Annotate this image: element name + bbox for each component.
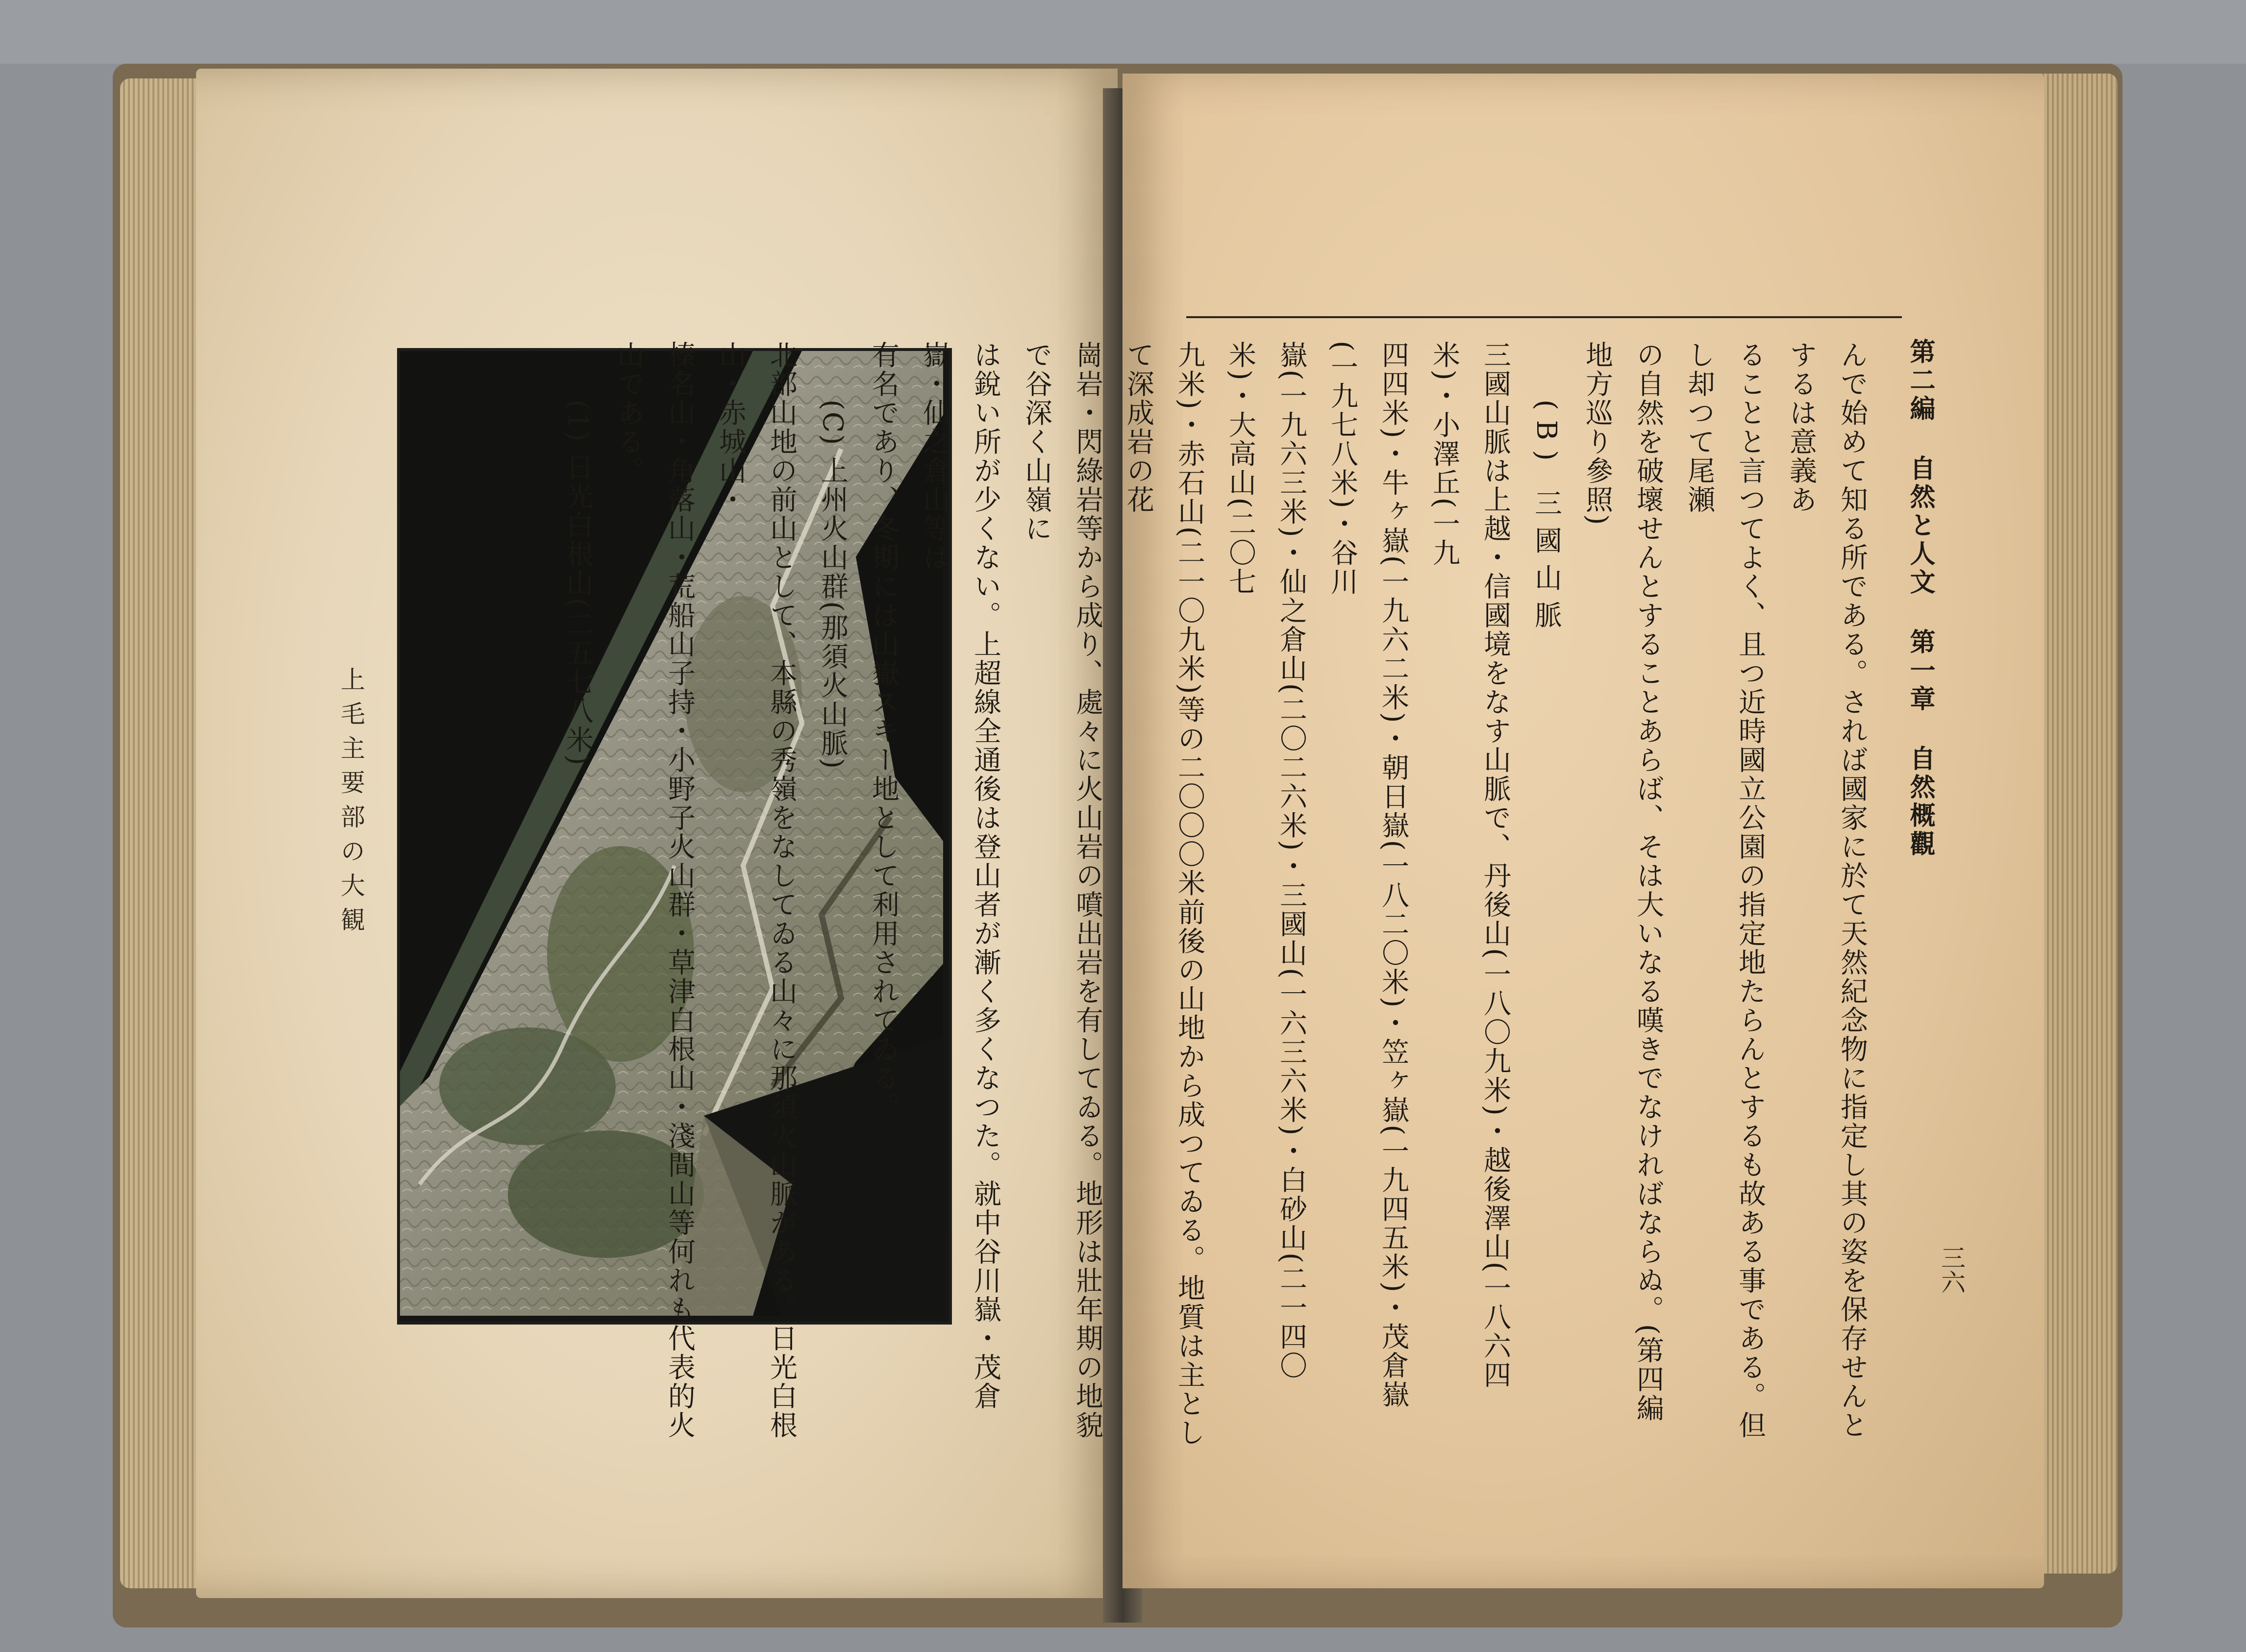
section-heading-c: (C) 上州火山群(那須火山脈) bbox=[817, 400, 848, 771]
text-line: 崗岩・閃綠岩等から成り、處々に火山岩の噴出岩を有してゐる。地形は壯年期の地貌で谷深く山嶺に bbox=[1021, 341, 1103, 1440]
part-label: 第二編 bbox=[1905, 338, 1935, 424]
text-line: ることと言つてよく、且つ近時國立公園の指定地たらんとするも故ある事である。但し却つて尾瀬 bbox=[1683, 341, 1766, 1440]
header-rule bbox=[1186, 316, 1902, 318]
text-line: 北部山地の前山として、本縣の秀嶺をなしてゐる山々に那須火山脈がある。日光白根山・赤城山・ bbox=[715, 341, 798, 1440]
text-line: の自然を破壞せんとすることあらば、そは大いなる嘆きでなければならぬ。(第四編地方巡り參照) bbox=[1581, 341, 1664, 1423]
text-line: んで始めて知る所である。されば國家に於て天然紀念物に指定し其の姿を保存せんとするは意義あ bbox=[1785, 341, 1868, 1440]
text-line: 三國山脈は上越・信國境をなす山脈で、丹後山(一八〇九米)・越後澤山(一八六四米)・小澤丘(一九 bbox=[1428, 341, 1511, 1390]
photo-caption: 上毛主要部の大観 bbox=[337, 667, 365, 941]
text-line: 榛名山・角落山・荒船山子持・小野子火山群・草津白根山・淺間山等何れも代表的火山である。 bbox=[613, 341, 696, 1440]
scan-background bbox=[0, 0, 2246, 64]
text-line: は銳い所が少くない。上超線全通後は登山者が漸く多くなつた。就中谷川嶽・茂倉嶽・仙之倉山等は bbox=[919, 341, 1001, 1411]
part-title: 自然と人文 bbox=[1905, 455, 1935, 598]
running-header bbox=[1902, 338, 1939, 976]
section-heading-b: (B) 三國山脈 bbox=[1530, 400, 1562, 638]
chapter-label: 第一章 bbox=[1905, 628, 1935, 714]
body-text bbox=[562, 341, 1877, 1449]
text-line: 有名であり、冬期には山嶽スキー地として利用されてゐる。 bbox=[868, 341, 899, 1122]
text-line: 嶽(一九六三米)・仙之倉山(二〇二六米)・三國山(一六三六米)・白砂山(二一四〇米)・大高山(二〇七 bbox=[1224, 341, 1307, 1380]
text-line: 四四米)・牛ヶ嶽(一九六二米)・朝日嶽(一八二〇米)・笠ヶ嶽(一九四五米)・茂倉嶽(一九七八米)・谷川 bbox=[1326, 341, 1409, 1409]
subsection-heading-1: (1) 日光白根山(二五七八米) bbox=[562, 400, 594, 767]
text-line: 九米)・赤石山(二一〇九米)等の二〇〇〇米前後の山地から成つてゐる。地質は主として深成岩の花 bbox=[1123, 341, 1205, 1448]
page-number: 三六 bbox=[1937, 1245, 1966, 1294]
chapter-title: 自然概觀 bbox=[1905, 745, 1935, 859]
